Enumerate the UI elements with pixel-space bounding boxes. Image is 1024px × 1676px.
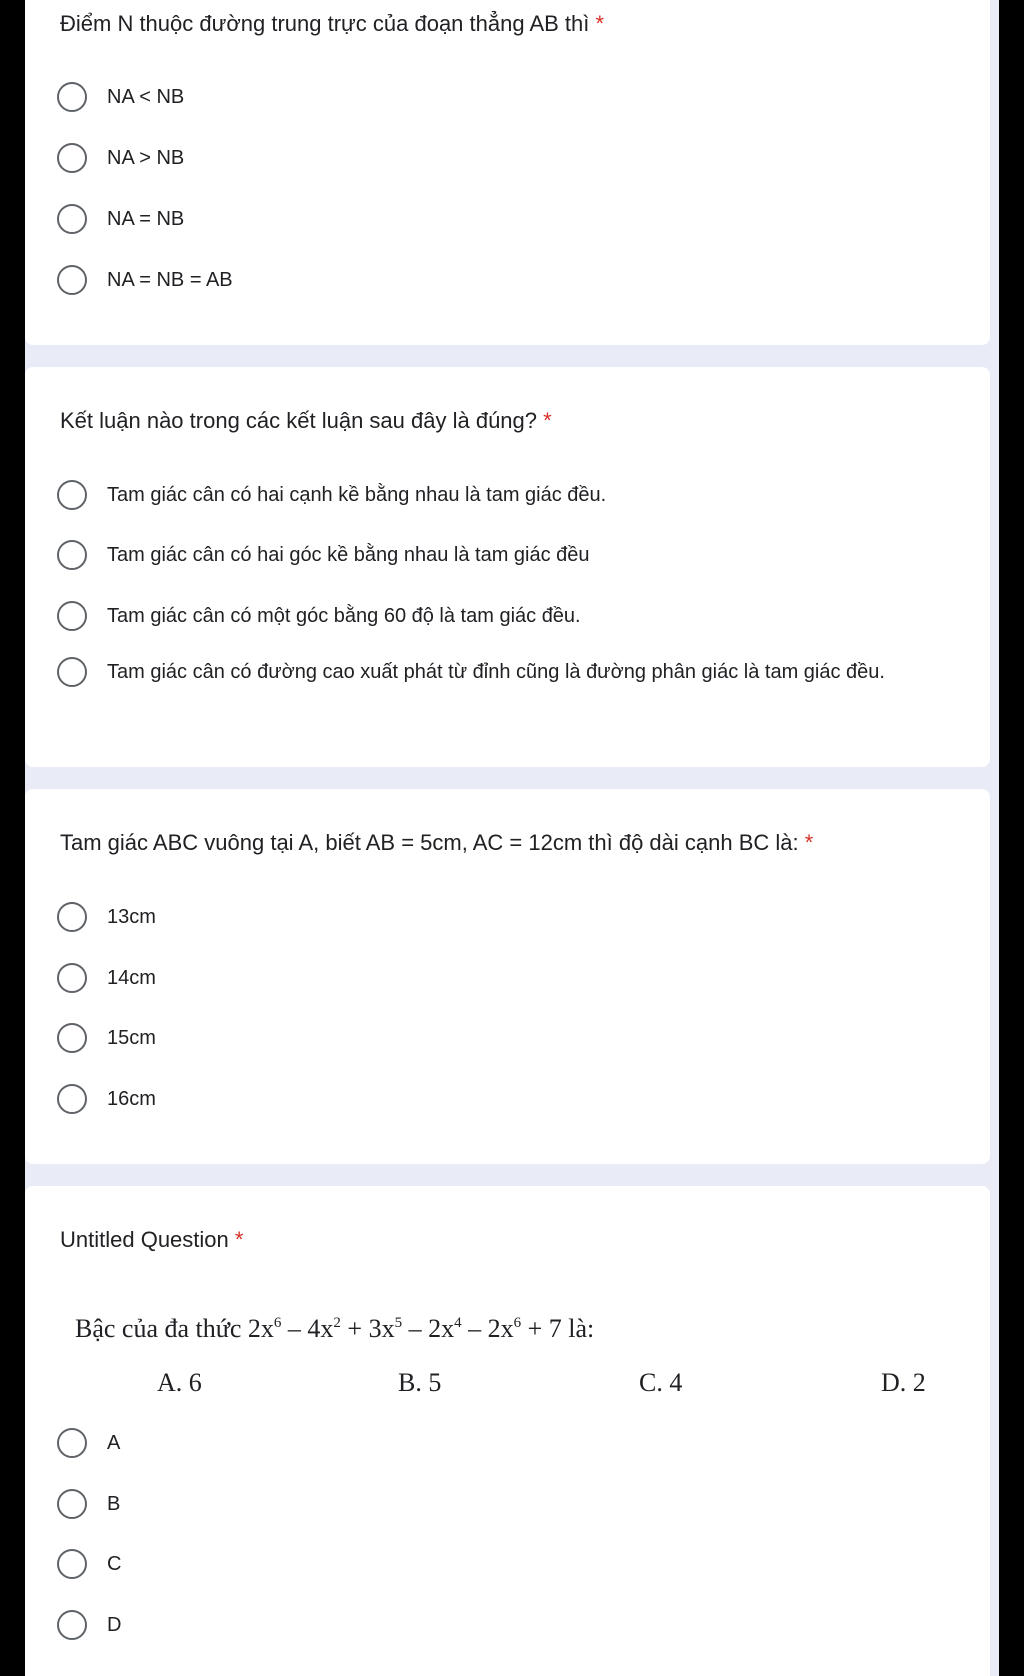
radio-option-c[interactable] [57,1549,121,1579]
question-card-1 [25,0,990,345]
option-label: NA > NB [107,147,185,169]
radio-button[interactable] [57,657,87,687]
image-choice-c: C. 4 [639,1368,683,1397]
radio-button[interactable] [57,601,87,631]
radio-option-15cm[interactable] [57,1023,156,1053]
radio-button[interactable] [57,1428,87,1458]
radio-button[interactable] [57,82,87,112]
option-label: C [107,1553,122,1575]
option-label: NA < NB [107,86,185,108]
image-choice-b: B. 5 [398,1368,442,1397]
right-black-bar [999,0,1024,1676]
option-label: Tam giác cân có một góc bằng 60 độ là tam giác đều. [107,605,581,627]
radio-option-1[interactable] [57,480,606,510]
question-title: Untitled Question * [60,1227,244,1252]
radio-option-14cm[interactable] [57,963,156,993]
radio-button[interactable] [57,540,87,570]
question-title: Kết luận nào trong các kết luận sau đây là đúng? * [60,408,552,433]
option-label: 15cm [107,1027,156,1049]
radio-button[interactable] [57,902,87,932]
radio-option-na-eq-nb[interactable] [57,204,184,234]
radio-option-13cm[interactable] [57,902,156,932]
option-label: Tam giác cân có hai góc kề bằng nhau là tam giác đều [107,544,590,566]
left-black-bar [0,0,25,1676]
option-label: Tam giác cân có đường cao xuất phát từ đỉnh cũng là đường phân giác là tam giác đều. [107,661,885,683]
radio-button[interactable] [57,265,87,295]
option-label: NA = NB = AB [107,269,233,291]
radio-option-na-lt-nb[interactable] [57,82,184,112]
radio-button[interactable] [57,1084,87,1114]
question-title: Điểm N thuộc đường trung trực của đoạn thẳng AB thì * [60,11,605,36]
option-label: D [107,1614,122,1636]
radio-button[interactable] [57,1549,87,1579]
image-choice-d: D. 2 [881,1368,926,1397]
question-card-4 [25,1186,990,1676]
option-label: 14cm [107,967,156,989]
radio-button[interactable] [57,143,87,173]
radio-button[interactable] [57,963,87,993]
radio-option-b[interactable] [57,1489,120,1519]
radio-option-a[interactable] [57,1428,120,1458]
image-choice-a: A. 6 [157,1368,202,1397]
radio-option-na-gt-nb[interactable] [57,143,184,173]
question-image-formula: Bậc của đa thức $2x^6 - 4x^2 + 3x^5 - 2x^4 - 2x^6 + 7$ là: [75,1314,595,1343]
option-label: 13cm [107,906,156,928]
radio-button[interactable] [57,1489,87,1519]
radio-option-3[interactable] [57,601,581,631]
radio-button[interactable] [57,1023,87,1053]
option-label: A [107,1432,121,1454]
question-card-3 [25,789,990,1164]
radio-button[interactable] [57,204,87,234]
option-label: Tam giác cân có hai cạnh kề bằng nhau là tam giác đều. [107,484,607,506]
radio-option-2[interactable] [57,540,590,570]
radio-button[interactable] [57,480,87,510]
question-title: Tam giác ABC vuông tại A, biết AB = 5cm, AC = 12cm thì độ dài cạnh BC là: * [60,830,814,855]
option-label: 16cm [107,1088,156,1110]
question-card-2 [25,367,990,767]
radio-button[interactable] [57,1610,87,1640]
radio-option-16cm[interactable] [57,1084,156,1114]
radio-option-d[interactable] [57,1610,121,1640]
radio-option-na-eq-nb-eq-ab[interactable] [57,265,233,295]
option-label: B [107,1493,121,1515]
option-label: NA = NB [107,208,185,230]
radio-option-4[interactable] [57,657,907,687]
